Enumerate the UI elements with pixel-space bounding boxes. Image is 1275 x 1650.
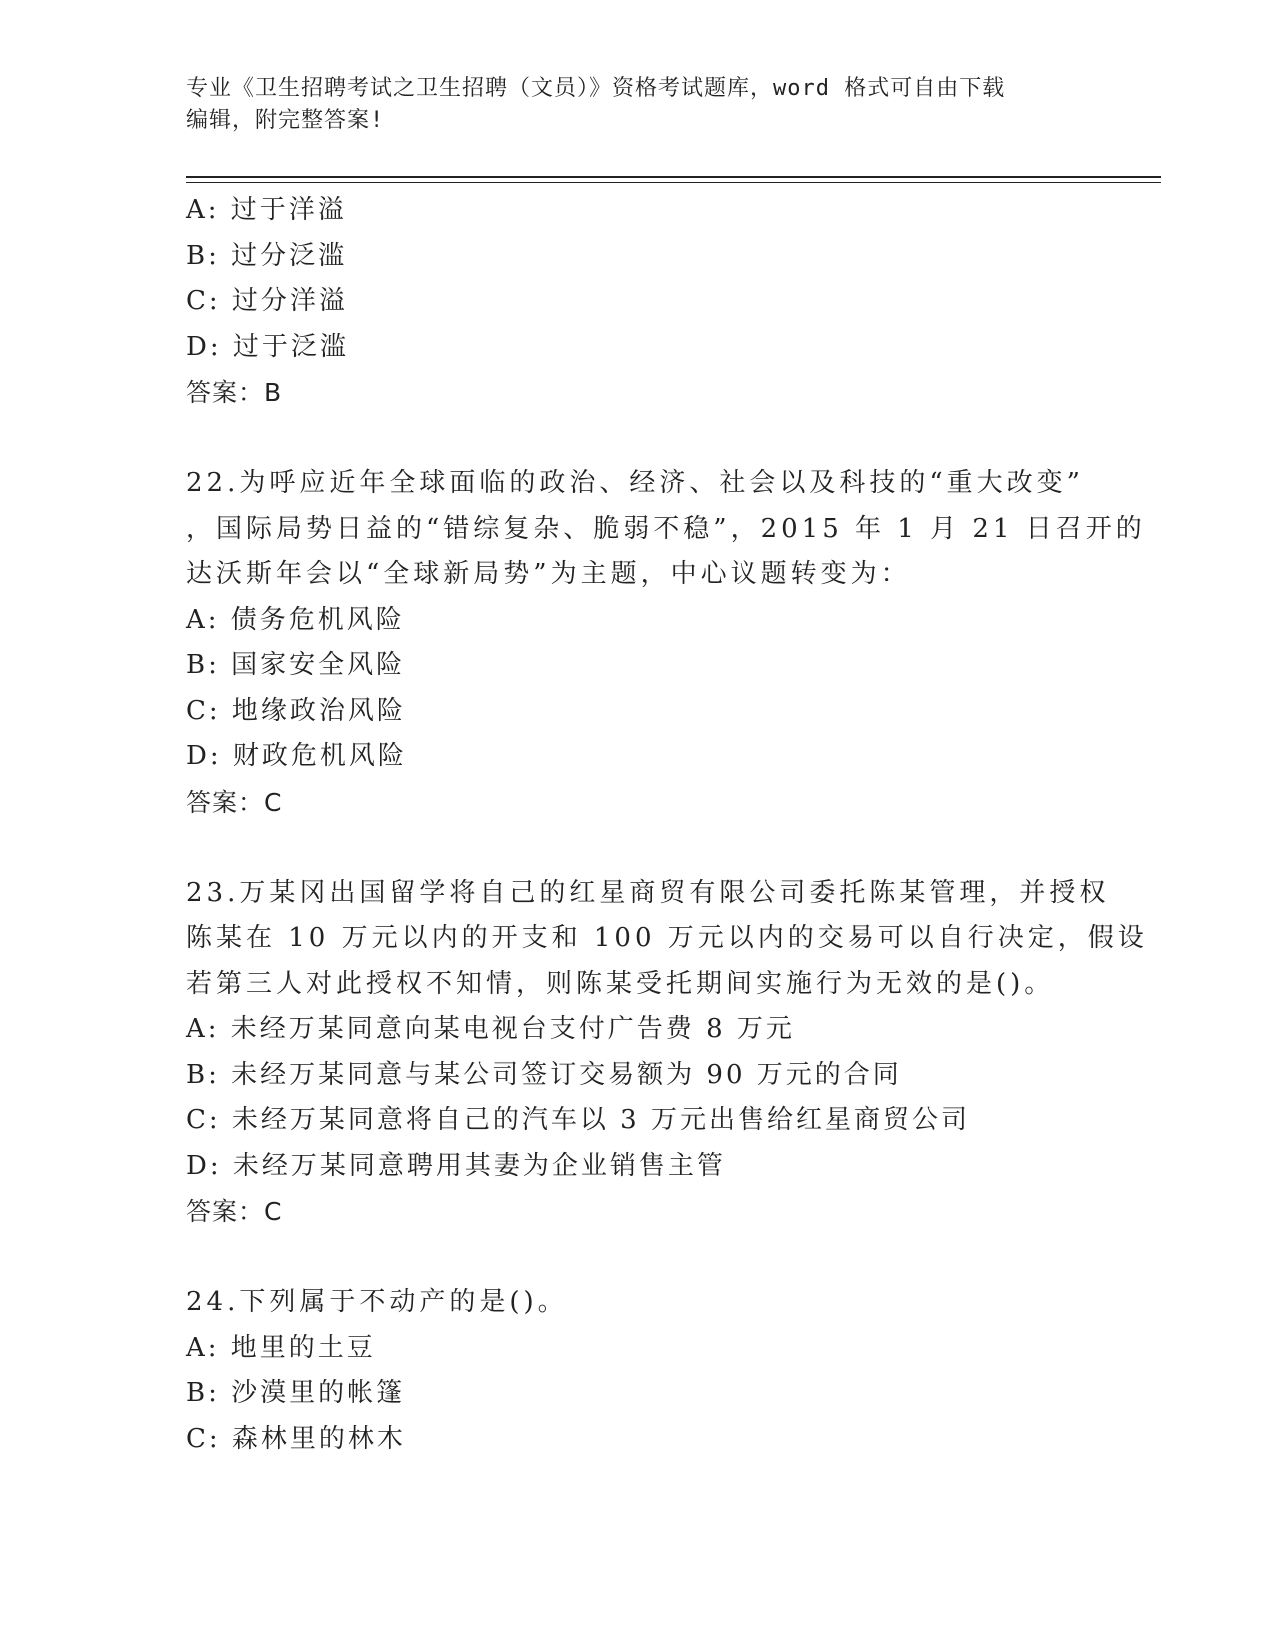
option-c: C: 未经万某同意将自己的汽车以 3 万元出售给红星商贸公司 [186,1105,970,1135]
option-b: B: 国家安全风险 [186,650,406,680]
header-divider-thick [186,176,1161,178]
question-23-options [186,1007,1146,1235]
option-b: B: 未经万某同意与某公司签订交易额为 90 万元的合同 [186,1059,902,1090]
option-d: D: 未经万某同意聘用其妻为企业销售主管 [186,1150,726,1181]
question-text-line: ，国际局势日益的“错综复杂、脆弱不稳”，2015 年 1 月 21 日召开的 [186,513,1146,544]
document-header [186,73,1066,137]
option-a: A: 地里的土豆 [186,1332,376,1363]
spacer [186,1235,1146,1281]
option-a: A: 未经万某同意向某电视台支付广告费 8 万元 [186,1014,795,1044]
question-text-line: 若第三人对此授权不知情，则陈某受托期间实施行为无效的是()。 [186,968,1055,999]
spacer [186,825,1146,871]
option-d: D: 财政危机风险 [186,741,407,771]
option-c: C: 过分洋溢 [186,286,348,316]
option-a: A: 过于洋溢 [186,195,347,225]
option-a: A: 债务危机风险 [186,604,405,635]
option-c: C: 地缘政治风险 [186,695,406,726]
question-list [186,188,1146,1462]
option-c: C: 森林里的林木 [186,1423,406,1454]
answer-line: 答案：C [186,1197,283,1226]
option-b: B: 过分泛滥 [186,240,348,271]
option-b: B: 沙漠里的帐篷 [186,1378,406,1408]
question-22-options [186,598,1146,826]
answer-line: 答案：C [186,787,283,817]
question-text-line: 23.万某冈出国留学将自己的红星商贸有限公司委托陈某管理，并授权 [186,877,1110,908]
question-text-line: 22.为呼应近年全球面临的政治、经济、社会以及科技的“重大改变” [186,468,1084,498]
header-divider-thin [186,182,1161,183]
question-24-options [186,1326,1146,1463]
header-line-2: 编辑，附完整答案! [186,108,385,133]
question-text-line: 24.下列属于不动产的是()。 [186,1287,568,1317]
question-text-line: 达沃斯年会以“全球新局势”为主题，中心议题转变为： [186,559,911,589]
question-21 [186,188,1146,416]
question-23 [186,871,1146,1008]
spacer [186,416,1146,462]
option-d: D: 过于泛滥 [186,331,349,362]
header-line-1: 专业《卫生招聘考试之卫生招聘（文员）》资格考试题库，word 格式可自由下载 [186,76,1006,101]
question-24 [186,1280,1146,1326]
question-text-line: 陈某在 10 万元以内的开支和 100 万元以内的交易可以自行决定，假设 [186,923,1148,953]
question-22 [186,461,1146,598]
answer-line: 答案：B [186,378,283,407]
